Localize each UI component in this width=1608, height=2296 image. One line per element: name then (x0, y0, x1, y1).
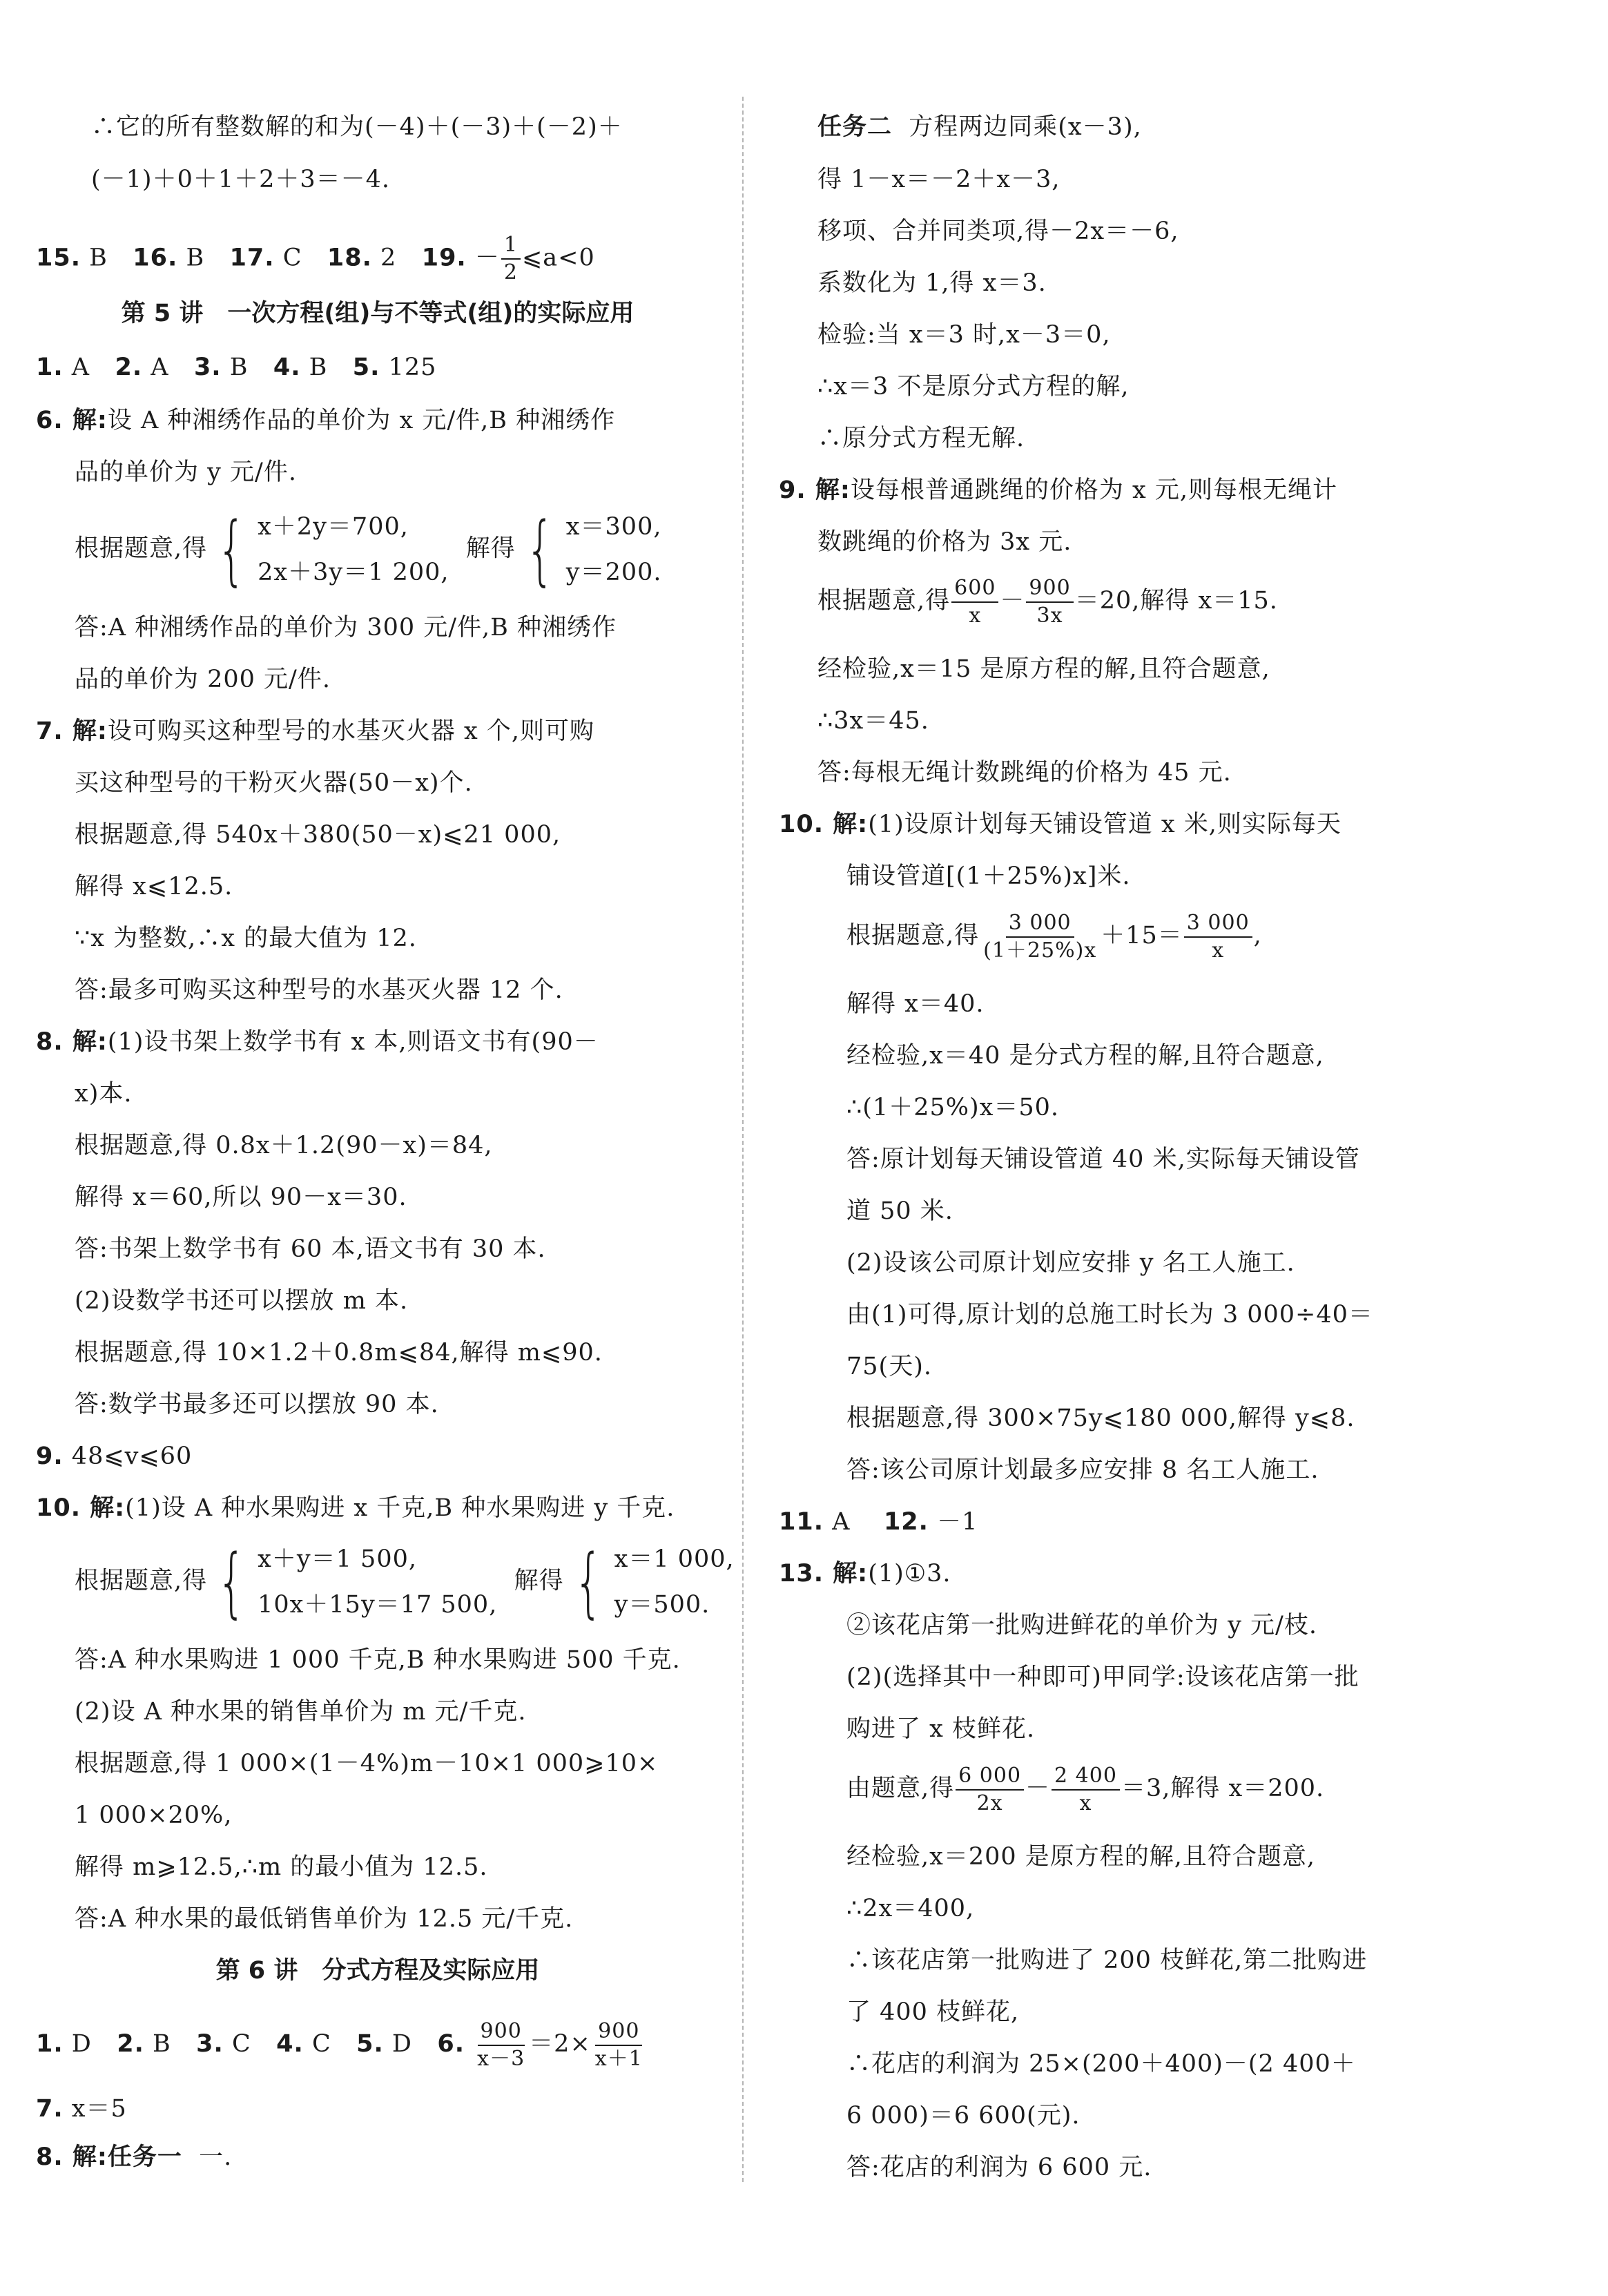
text-line: 解得 x⩽12.5. (75, 873, 233, 900)
answer: ⩽a<0 (521, 244, 595, 272)
q8-start-line: 8. 解:任务一 一. (36, 2143, 233, 2171)
text-line: 1 000×20%, (75, 1802, 233, 1829)
section-heading-5: 第 5 讲 一次方程(组)与不等式(组)的实际应用 (121, 300, 635, 327)
text-line: 品的单价为 y 元/件. (75, 459, 297, 486)
text-line: 道 50 米. (846, 1197, 953, 1225)
text-line: 答:该公司原计划最多应安排 8 名工人施工. (846, 1456, 1319, 1484)
fraction: $\frac{900}{x+1}$ (594, 2018, 643, 2071)
text-line: 根据题意,得 10×1.2＋0.8m⩽84,解得 m⩽90. (75, 1339, 603, 1367)
equation-system-line: 根据题意,得 { x＋y＝1 500, 10x＋15y＝17 500, 解得 { x＝1 000, y＝500. (75, 1538, 735, 1626)
answer-line-1-6: 1. D 2. B 3. C 4. C 5. D 6. $\frac{900}{x-3}$ ＝2× $\frac{900}{x+1}$ (36, 2016, 647, 2072)
right-column (779, 0, 1462, 2210)
answer: － (474, 244, 500, 272)
answer-line-15-19 (36, 232, 595, 286)
text-line: 品的单价为 200 元/件. (75, 666, 331, 693)
text-line: 了 400 枝鲜花, (846, 1998, 1020, 2026)
text-line: 移项、合并同类项,得－2x＝－6, (817, 218, 1179, 245)
text-line: 由(1)可得,原计划的总施工时长为 3 000÷40＝ (846, 1301, 1373, 1329)
q-number: 19. (421, 244, 467, 272)
text-line: 答:A 种水果的最低销售单价为 12.5 元/千克. (75, 1905, 574, 1933)
q-number: 15. (36, 244, 81, 272)
text-line: 解得 x＝60,所以 90－x＝30. (75, 1184, 407, 1211)
text-line: (2)设数学书还可以摆放 m 本. (75, 1287, 409, 1315)
q-number: 18. (327, 244, 372, 272)
text-line: 答:A 种湘绣作品的单价为 300 元/件,B 种湘绣作 (75, 614, 617, 641)
text-line: 答:花店的利润为 6 600 元. (846, 2154, 1152, 2181)
answer: C (282, 244, 302, 272)
text-line: 数跳绳的价格为 3x 元. (817, 528, 1072, 556)
q6-line: 6. 解:设 A 种湘绣作品的单价为 x 元/件,B 种湘绣作 (36, 407, 616, 434)
text-line: ∴(1＋25%)x＝50. (846, 1094, 1060, 1121)
fraction: $\frac{3 000}{x}$ (1184, 910, 1252, 964)
text-line: ∴原分式方程无解. (817, 425, 1025, 452)
left-column (36, 0, 735, 2210)
answer-line-11-12: 11. A 12. －1 (779, 1508, 978, 1536)
text-line: ∴花店的利润为 25×(200＋400)－(2 400＋ (846, 2050, 1356, 2078)
fraction: $\frac{2 400}{x}$ (1052, 1763, 1120, 1817)
text-line: 根据题意,得 300×75y⩽180 000,解得 y⩽8. (846, 1405, 1355, 1432)
q7-line: 7. 解:设可购买这种型号的水基灭火器 x 个,则可购 (36, 717, 594, 745)
text-line: 得 1－x＝－2＋x－3, (817, 166, 1060, 193)
text-line: 6 000)＝6 600(元). (846, 2102, 1081, 2130)
text-line: ②该花店第一批购进鲜花的单价为 y 元/枝. (846, 1612, 1317, 1639)
text-line: ∴它的所有整数解的和为(－4)＋(－3)＋(－2)＋ (91, 113, 623, 141)
text-line: ∴该花店第一批购进了 200 枝鲜花,第二批购进 (846, 1947, 1368, 1974)
text-line: x)本. (75, 1080, 133, 1108)
q9-line: 9. 48⩽v⩽60 (36, 1443, 193, 1470)
text-line: 系数化为 1,得 x＝3. (817, 269, 1047, 297)
text-line: 解得 x＝40. (846, 990, 985, 1018)
text-line: (2)(选择其中一种即可)甲同学:设该花店第一批 (846, 1663, 1359, 1691)
answer: B (186, 244, 205, 272)
q10-line: 10. 解:(1)设 A 种水果购进 x 千克,B 种水果购进 y 千克. (36, 1494, 675, 1522)
text-line: 答:每根无绳计数跳绳的价格为 45 元. (817, 759, 1232, 787)
equation-system-line: 根据题意,得 { x＋2y＝700, 2x＋3y＝1 200, 解得 { x＝300, y＝200. (75, 505, 662, 594)
text-line: 答:最多可购买这种型号的水基灭火器 12 个. (75, 976, 563, 1004)
text-line: 答:A 种水果购进 1 000 千克,B 种水果购进 500 千克. (75, 1646, 681, 1674)
text-line: 答:原计划每天铺设管道 40 米,实际每天铺设管 (846, 1146, 1360, 1173)
column-divider (742, 97, 744, 2182)
answer: B (89, 244, 108, 272)
text-line: (－1)＋0＋1＋2＋3＝－4. (91, 166, 391, 193)
section-heading-6: 第 6 讲 分式方程及实际应用 (215, 1957, 540, 1985)
text-line: 经检验,x＝40 是分式方程的解,且符合题意, (846, 1042, 1324, 1070)
text-line: ∴x＝3 不是原分式方程的解, (817, 373, 1130, 401)
text-line: ∵x 为整数,∴x 的最大值为 12. (75, 925, 417, 952)
text-line: 解得 m⩾12.5,∴m 的最小值为 12.5. (75, 1853, 488, 1881)
text-line: 买这种型号的干粉灭火器(50－x)个. (75, 769, 473, 797)
fraction: $\frac{600}{x}$ (951, 575, 998, 629)
fraction: $\frac{900}{3x}$ (1026, 575, 1073, 629)
text-line: 答:书架上数学书有 60 本,语文书有 30 本. (75, 1235, 546, 1263)
q13-line: 13. 解:(1)①3. (779, 1560, 951, 1588)
text-line: 经检验,x＝15 是原方程的解,且符合题意, (817, 655, 1270, 683)
text-line: 根据题意,得 1 000×(1－4%)m－10×1 000⩾10× (75, 1750, 659, 1777)
fraction: $\frac{3 000}{(1+25\%)x}$ (983, 910, 1097, 963)
text-line: (2)设 A 种水果的销售单价为 m 元/千克. (75, 1698, 527, 1726)
text-line: (2)设该公司原计划应安排 y 名工人施工. (846, 1249, 1295, 1277)
text-line: ∴2x＝400, (846, 1895, 975, 1922)
q7-answer-line: 7. x＝5 (36, 2095, 127, 2123)
q8-line: 8. 解:(1)设书架上数学书有 x 本,则语文书有(90－ (36, 1028, 599, 1056)
answer: 2 (380, 244, 397, 272)
text-line: 答:数学书最多还可以摆放 90 本. (75, 1391, 439, 1418)
text-line: 铺设管道[(1＋25%)x]米. (846, 862, 1131, 890)
text-line: 经检验,x＝200 是原方程的解,且符合题意, (846, 1843, 1316, 1871)
answer-line-1-5: 1. A 2. A 3. B 4. B 5. 125 (36, 354, 437, 381)
text-line: 根据题意,得 540x＋380(50－x)⩽21 000, (75, 821, 561, 849)
fraction: $\frac{6 000}{2x}$ (956, 1763, 1024, 1817)
text-line: ∴3x＝45. (817, 707, 929, 735)
q-number: 16. (133, 244, 178, 272)
equation-line: 根据题意,得 $\frac{600}{x}$ － $\frac{900}{3x}$ ＝20,解得 x＝15. (817, 575, 1278, 628)
task2-line: 任务二 方程两边同乘(x－3), (817, 113, 1142, 141)
fraction: $\frac{1}{2}$ (501, 232, 521, 286)
text-line: 75(天). (846, 1353, 932, 1380)
text-line: 检验:当 x＝3 时,x－3＝0, (817, 321, 1111, 349)
equation-line: 根据题意,得 $\frac{3 000}{(1+25\%)x}$ ＋15＝ $\frac{3 000}{x}$ , (846, 910, 1262, 963)
q9-line: 9. 解:设每根普通跳绳的价格为 x 元,则每根无绳计 (779, 476, 1337, 504)
text-line: 根据题意,得 0.8x＋1.2(90－x)＝84, (75, 1132, 493, 1159)
q-number: 17. (229, 244, 275, 272)
text-line: 购进了 x 枝鲜花. (846, 1715, 1036, 1743)
fraction: $\frac{900}{x-3}$ (477, 2018, 525, 2071)
q10-line: 10. 解:(1)设原计划每天铺设管道 x 米,则实际每天 (779, 811, 1341, 838)
equation-line: 由题意,得 $\frac{6 000}{2x}$ － $\frac{2 400}{x}$ ＝3,解得 x＝200. (846, 1763, 1325, 1815)
